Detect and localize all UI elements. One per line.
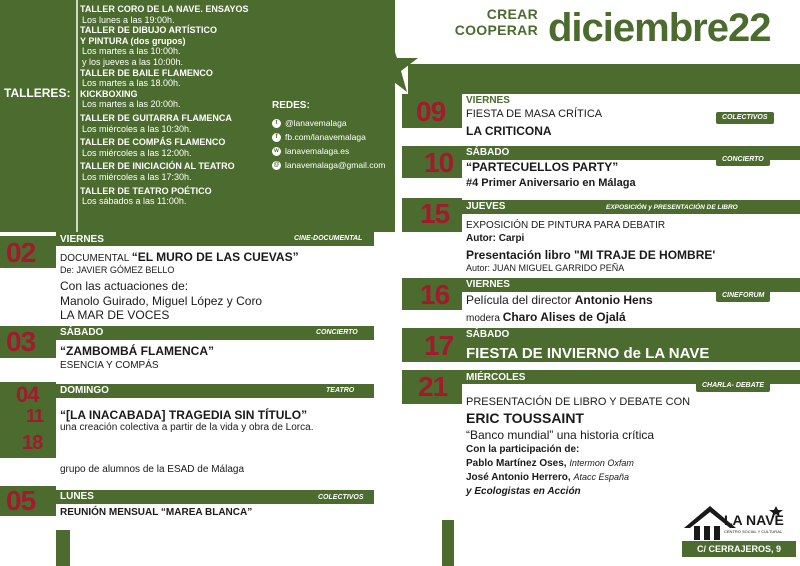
- slogan-line: CREAR: [486, 6, 538, 22]
- event-participant: y Ecologistas en Acción: [466, 486, 581, 497]
- event-text: PRESENTACIÓN DE LIBRO Y DEBATE CON: [466, 396, 691, 408]
- date-number: 15: [420, 198, 450, 229]
- event-author: Autor: Carpi: [466, 233, 525, 244]
- social-web[interactable]: [272, 144, 385, 158]
- month-title: diciembre22: [548, 6, 771, 50]
- taller-schedule: Los miércoles a las 12:00h.: [82, 147, 192, 158]
- website-url: lanavemalaga.es: [285, 146, 350, 156]
- event-subtitle: una creación colectiva a partir de la vida y obra de Lorca.: [60, 422, 314, 433]
- event-text: modera Charo Alises de Ojalá: [466, 310, 626, 324]
- email-address: lanavemalaga@gmail.com: [285, 160, 386, 170]
- day-label: MIÉRCOLES: [466, 372, 526, 383]
- event-title: “ZAMBOMBÁ FLAMENCA”: [60, 344, 214, 358]
- date-number: 16: [420, 279, 450, 310]
- social-email[interactable]: [272, 158, 385, 172]
- taller-schedule: Los lunes a las 19:00h.: [82, 14, 175, 25]
- taller-title: TALLER DE GUITARRA FLAMENCA: [80, 112, 232, 123]
- email-icon: @: [273, 161, 280, 168]
- event-participant: Pablo Martínez Oses, Intermon Oxfam: [466, 458, 634, 469]
- event-title: LA CRITICONA: [466, 124, 552, 138]
- date-number: 05: [6, 485, 36, 516]
- taller-schedule: Los martes a las 18.00h.: [82, 78, 181, 89]
- event-text: Película del director Antonio Hens: [466, 293, 653, 307]
- event-text: Manolo Guirado, Miguel López y Coro: [60, 294, 263, 308]
- facebook-url: fb.com/lanavemalaga: [285, 132, 366, 142]
- social-twitter[interactable]: [272, 116, 385, 130]
- category-badge: EXPOSICIÓN y PRESENTACIÓN DE LIBRO: [600, 202, 744, 214]
- event-director: De: JAVIER GÓMEZ BELLO: [60, 265, 175, 275]
- date-number: 03: [6, 326, 36, 357]
- logo-subtitle: CENTRO SOCIAL Y CULTURAL: [724, 529, 783, 534]
- taller-title: TALLER DE TEATRO POÉTICO: [80, 185, 212, 196]
- event-subtitle: grupo de alumnos de la ESAD de Málaga: [60, 464, 245, 475]
- decorative-bar: [442, 520, 454, 566]
- date-number: 17: [424, 330, 454, 361]
- event-subtitle: #4 Primer Aniversario en Málaga: [466, 177, 636, 189]
- slogan-line: TRANSFORMAR: [425, 38, 538, 54]
- taller-title: TALLER DE DIBUJO ARTÍSTICO: [80, 25, 217, 36]
- taller-schedule: Los martes a las 10:00h.: [82, 46, 181, 57]
- category-badge: CHARLA- DEBATE: [696, 380, 770, 392]
- day-label: DOMINGO: [60, 385, 109, 396]
- day-label: SÁBADO: [466, 147, 510, 158]
- event-text: FIESTA DE MASA CRÍTICA: [466, 108, 603, 120]
- day-label: JUEVES: [466, 201, 506, 212]
- facebook-icon: f: [272, 133, 281, 142]
- date-number: 04: [16, 382, 39, 407]
- header-band: [408, 64, 800, 94]
- category-badge: COLECTIVOS: [716, 112, 774, 124]
- taller-schedule: y los jueves a las 10:00h.: [82, 56, 184, 67]
- date-number: 02: [6, 237, 36, 268]
- event-title: FIESTA DE INVIERNO de LA NAVE: [466, 345, 710, 362]
- event-text: LA MAR DE VOCES: [60, 308, 170, 322]
- date-number: 18: [22, 432, 43, 454]
- day-label: VIERNES: [466, 279, 510, 290]
- category-badge: CONCIERTO: [716, 154, 770, 166]
- twitter-handle: @lanavemalaga: [285, 118, 347, 128]
- date-number: 10: [424, 147, 454, 178]
- event-author: Autor: JUAN MIGUEL GARRIDO PEÑA: [466, 263, 625, 273]
- decorative-bar: [56, 530, 70, 566]
- taller-title: TALLER DE INICIACIÓN AL TEATRO: [80, 161, 235, 172]
- taller-schedule: Los miércoles a las 10:30h.: [82, 123, 192, 134]
- taller-title: TALLER CORO DE LA NAVE. ENSAYOS: [80, 4, 249, 14]
- taller-schedule: Los miércoles a las 17:30h.: [82, 171, 192, 182]
- globe-icon: w: [272, 147, 281, 156]
- event-title: “PARTECUELLOS PARTY”: [466, 160, 619, 174]
- day-label: VIERNES: [466, 95, 510, 106]
- event-title: ERIC TOUSSAINT: [466, 410, 584, 426]
- event-participant: José Antonio Herrero, Atacc España: [466, 472, 629, 483]
- category-badge: CINE-DOCUMENTAL: [288, 233, 368, 245]
- talleres-label: TALLERES:: [4, 86, 71, 100]
- day-label: SÁBADO: [60, 327, 104, 338]
- taller-title: TALLER DE COMPÁS FLAMENCO: [80, 137, 226, 148]
- day-label: SÁBADO: [466, 329, 510, 340]
- category-badge: COLECTIVOS: [312, 492, 370, 504]
- category-badge: TEATRO: [320, 385, 360, 397]
- redes-list: [272, 116, 385, 172]
- slogan-line: COOPERAR: [454, 22, 538, 38]
- date-number: 21: [418, 371, 448, 402]
- logo-name: LA NAVE: [724, 512, 784, 528]
- event-title: “[LA INACABADA] TRAGEDIA SIN TÍTULO”: [60, 408, 308, 422]
- day-label: VIERNES: [60, 234, 104, 245]
- date-number: 11: [26, 406, 44, 426]
- event-subtitle: ESENCIA Y COMPÁS: [60, 360, 159, 371]
- taller-title: KICKBOXING: [80, 88, 138, 99]
- event-title: Presentación libro "MI TRAJE DE HOMBRE': [466, 248, 716, 262]
- twitter-icon: t: [272, 119, 281, 128]
- event-text: EXPOSICIÓN DE PINTURA PARA DEBATIR: [466, 220, 666, 231]
- social-facebook[interactable]: [272, 130, 385, 144]
- day-label: LUNES: [60, 491, 94, 502]
- date-number: 09: [416, 96, 446, 127]
- event-title: “EL MURO DE LAS CUEVAS”: [131, 250, 299, 264]
- category-badge: CINEFORUM: [716, 290, 770, 302]
- taller-schedule: Los sábados a las 11:00h.: [82, 196, 187, 207]
- event-text: Con las actuaciones de:: [60, 279, 189, 293]
- divider: [76, 0, 78, 232]
- taller-title: TALLER DE BAILE FLAMENCO: [80, 67, 213, 78]
- event-subtitle: “Banco mundial” una historia crítica: [466, 428, 655, 442]
- slogan: [408, 6, 538, 54]
- event-title: REUNIÓN MENSUAL “MAREA BLANCA”: [60, 507, 253, 518]
- event-text: DOCUMENTAL “EL MURO DE LAS CUEVAS”: [60, 250, 299, 264]
- taller-schedule: Los martes a las 20:00h.: [82, 99, 181, 110]
- address-label: C/ CERRAJEROS, 9: [682, 541, 796, 557]
- talleres-list: [80, 4, 270, 207]
- redes-label: REDES:: [272, 100, 310, 111]
- event-text: Con la participación de:: [466, 444, 580, 455]
- category-badge: CONCIERTO: [310, 327, 364, 339]
- taller-title: Y PINTURA (dos grupos): [80, 35, 186, 46]
